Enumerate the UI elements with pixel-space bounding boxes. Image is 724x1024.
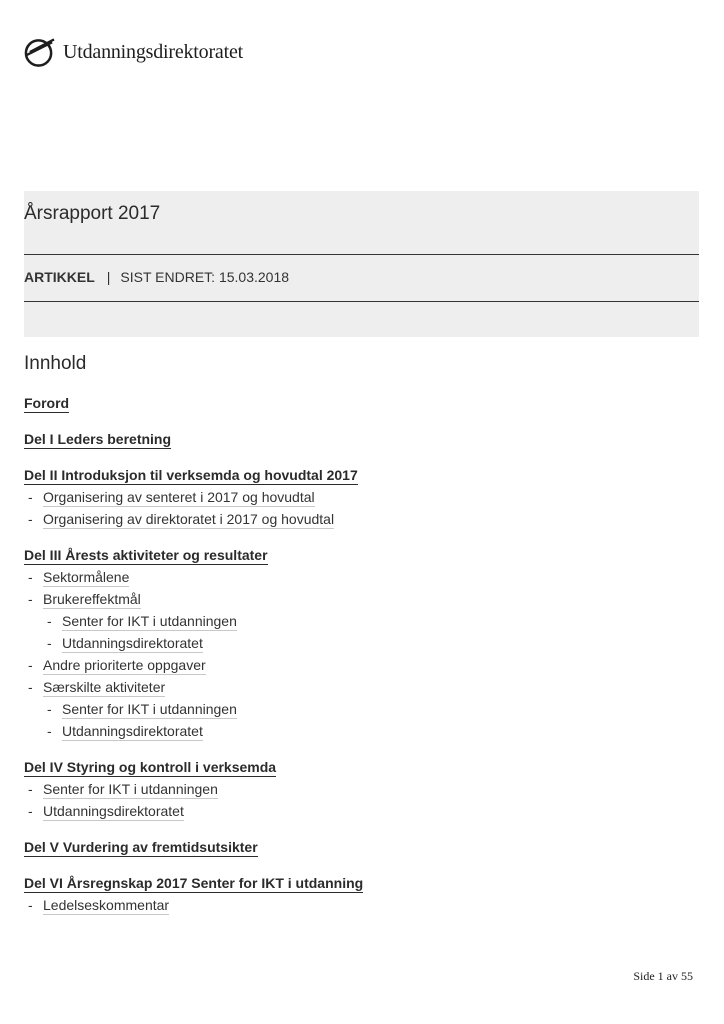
toc-dash: - [28, 897, 33, 913]
toc-link-del3[interactable]: Del III Årests aktiviteter og resultater [24, 547, 268, 563]
toc-link-del2-organisering-direktoratet[interactable]: Organisering av direktoratet i 2017 og hovudtal [43, 511, 335, 527]
logo [24, 36, 243, 68]
toc-link-del6[interactable]: Del VI Årsregnskap 2017 Senter for IKT i utdanning [24, 875, 364, 891]
page-number: Side 1 av 55 [633, 969, 693, 983]
toc-dash: - [28, 657, 33, 673]
toc-link-sarskilte-aktiviteter[interactable]: Særskilte aktiviteter [43, 679, 166, 695]
toc-link-del4-ikt[interactable]: Senter for IKT i utdanningen [43, 781, 218, 797]
document-type: ARTIKKEL [24, 269, 95, 285]
toc-dash: - [47, 723, 52, 739]
toc-link-del2[interactable]: Del II Introduksjon til verksemda og hovudtal 2017 [24, 467, 358, 483]
document-header [24, 191, 699, 337]
toc-link-del4[interactable]: Del IV Styring og kontroll i verksemda [24, 759, 277, 775]
toc-dash: - [47, 635, 52, 651]
header-divider-top [24, 254, 699, 255]
meta-separator: | [106, 269, 111, 285]
toc-link-ledelseskommentar[interactable]: Ledelseskommentar [43, 897, 170, 913]
toc-heading: Innhold [24, 353, 87, 374]
logo-mark-icon [24, 36, 55, 68]
toc-link-brukereffektmal-udir[interactable]: Utdanningsdirektoratet [62, 635, 203, 651]
page-title: Årsrapport 2017 [24, 203, 161, 224]
document-meta [24, 269, 289, 285]
toc-dash: - [28, 511, 33, 527]
toc-dash: - [28, 569, 33, 585]
toc-dash: - [28, 489, 33, 505]
last-changed: SIST ENDRET: 15.03.2018 [120, 269, 290, 285]
toc-link-del4-udir[interactable]: Utdanningsdirektoratet [43, 803, 184, 819]
toc-dash: - [28, 591, 33, 607]
toc-link-sarskilte-ikt[interactable]: Senter for IKT i utdanningen [62, 701, 237, 717]
toc-link-forord[interactable]: Forord [24, 395, 70, 411]
toc-link-del2-organisering-senteret[interactable]: Organisering av senteret i 2017 og hovudtal [43, 489, 315, 505]
toc-link-andre-prioriterte[interactable]: Andre prioriterte oppgaver [43, 657, 206, 673]
logo-text: Utdanningsdirektoratet [63, 40, 243, 63]
toc-dash: - [47, 701, 52, 717]
toc-link-sektormalene[interactable]: Sektormålene [43, 569, 130, 585]
toc-link-sarskilte-udir[interactable]: Utdanningsdirektoratet [62, 723, 203, 739]
toc-dash: - [28, 679, 33, 695]
header-divider-bottom [24, 301, 699, 302]
toc-link-brukereffektmal[interactable]: Brukereffektmål [43, 591, 141, 607]
toc-dash: - [28, 803, 33, 819]
toc-dash: - [28, 781, 33, 797]
toc-link-del5[interactable]: Del V Vurdering av fremtidsutsikter [24, 839, 258, 855]
toc-dash: - [47, 613, 52, 629]
toc-link-brukereffektmal-ikt[interactable]: Senter for IKT i utdanningen [62, 613, 237, 629]
toc-link-del1[interactable]: Del I Leders beretning [24, 431, 172, 447]
